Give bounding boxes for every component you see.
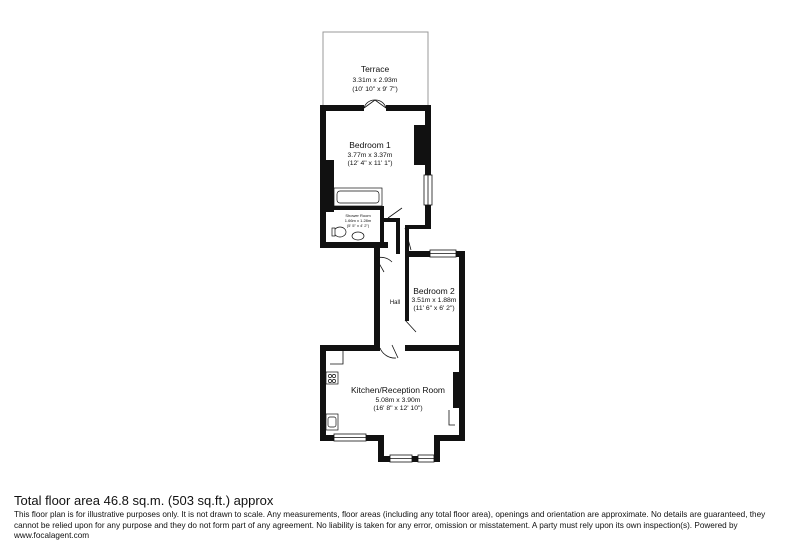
shower-label: Shower Room (345, 213, 371, 218)
kitchen-dim-m: 5.08m x 3.90m (375, 397, 421, 404)
terrace-dim-m: 3.31m x 2.93m (352, 77, 398, 84)
footer (14, 493, 779, 542)
hall-label: Hall (389, 300, 401, 306)
kitchen-dim-ft: (16' 8" x 12' 10") (373, 405, 423, 412)
bedroom1-dim-m: 3.77m x 3.37m (347, 152, 393, 159)
disclaimer: This floor plan is for illustrative purposes only. It is not drawn to scale. Any measurements, floor areas (including any total floor area), openings and orientation are approximate. No details are guaranteed, they cannot be relied upon for any purpose and they do not form part of any agreement. No liability is taken for any error, omission or misstatement. A party must rely upon its own inspection(s). Powered by www.focalagent.com (14, 510, 766, 541)
bedroom1-dim-ft: (12' 4" x 11' 1") (347, 160, 393, 167)
bedroom2-label: Bedroom 2 (413, 286, 455, 296)
total-floor-area: Total floor area 46.8 sq.m. (503 sq.ft.) approx (14, 493, 274, 508)
terrace-label: Terrace (360, 64, 390, 74)
bedroom2-dim-m: 3.51m x 1.88m (411, 297, 457, 304)
bedroom1-label: Bedroom 1 (349, 140, 391, 150)
shower-dim-m: 1.66m x 1.28m (344, 218, 372, 223)
terrace (323, 32, 428, 105)
shower-dim-ft: (5' 5" x 4' 2") (346, 223, 370, 228)
terrace-dim-ft: (10' 10" x 9' 7") (352, 86, 398, 93)
kitchen-label: Kitchen/Reception Room (350, 385, 446, 395)
bedroom2-dim-ft: (11' 6" x 6' 2") (413, 305, 455, 312)
